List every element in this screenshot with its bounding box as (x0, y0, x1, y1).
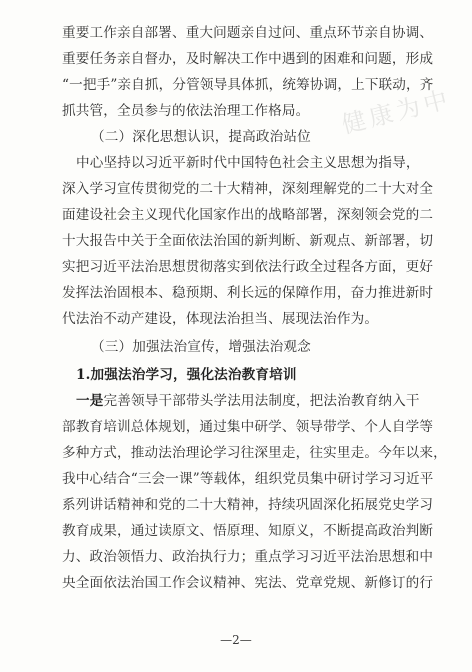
lead-rest: 完善领导干部带头学法用法制度，把法治教育纳入干 (103, 393, 420, 409)
text-line: 实把习近平法治思想贯彻落实到依法行政全过程各方面，更好 (62, 259, 434, 275)
text-line: 发挥法治固根本、稳预期、利长远的保障作用，奋力推进新时 (62, 285, 434, 301)
text-line: 重要工作亲自部署、重大问题亲自过问、重点环节亲自协调、 (62, 25, 434, 41)
text-line: 中心坚持以习近平新时代中国特色社会主义思想为指导， (76, 155, 420, 171)
lead-phrase: 一是 (76, 393, 104, 409)
text-line: 深入学习宣传贯彻党的二十大精神，深刻理解党的二十大对全 (62, 181, 434, 197)
text-line: 部教育培训总体规划，通过集中研学、领导带学、个人自学等 (62, 419, 434, 435)
text-line: 代法治不动产建设，体现法治担当、展现法治作为。 (62, 311, 379, 327)
text-line: 抓共管，全员参与的依法治理工作格局。 (62, 103, 310, 119)
subsection-heading: 1.加强法治学习，强化法治教育培训 (76, 367, 297, 383)
text-line: 我中心结合“三会一课”等载体，组织党员集中研讨学习习近平 (62, 471, 434, 487)
watermark-stamp: 健康为中 (338, 84, 455, 140)
text-line: 教育成果，通过读原文、悟原理、知原义，不断提高政治判断 (62, 523, 434, 539)
text-line: “一把手”亲自抓，分管领导具体抓，统筹协调，上下联动，齐 (62, 77, 434, 93)
text-line: 多种方式，推动法治理论学习往深里走，往实里走。今年以来， (62, 445, 447, 461)
text-line: 央全面依法治国工作会议精神、宪法、党章党规、新修订的行 (62, 575, 434, 591)
text-line: 系列讲话精神和党的二十大精神，持续巩固深化拓展党史学习 (62, 497, 434, 513)
text-line: 力、政治领悟力、政治执行力；重点学习习近平法治思想和中 (62, 549, 434, 565)
text-line (76, 392, 420, 410)
page-number: —2— (220, 633, 252, 647)
text-line: 重要任务亲自督办，及时解决工作中遇到的困难和问题，形成 (62, 51, 434, 67)
text-line: 十大报告中关于全面依法治国的新判断、新观点、新部署，切 (62, 233, 434, 249)
section-heading: （二）深化思想认识，提高政治站位 (91, 129, 311, 145)
text-line: 面建设社会主义现代化国家作出的战略部署，深刻领会党的二 (62, 207, 434, 223)
section-heading: （三）加强法治宣传，增强法治观念 (91, 339, 311, 355)
